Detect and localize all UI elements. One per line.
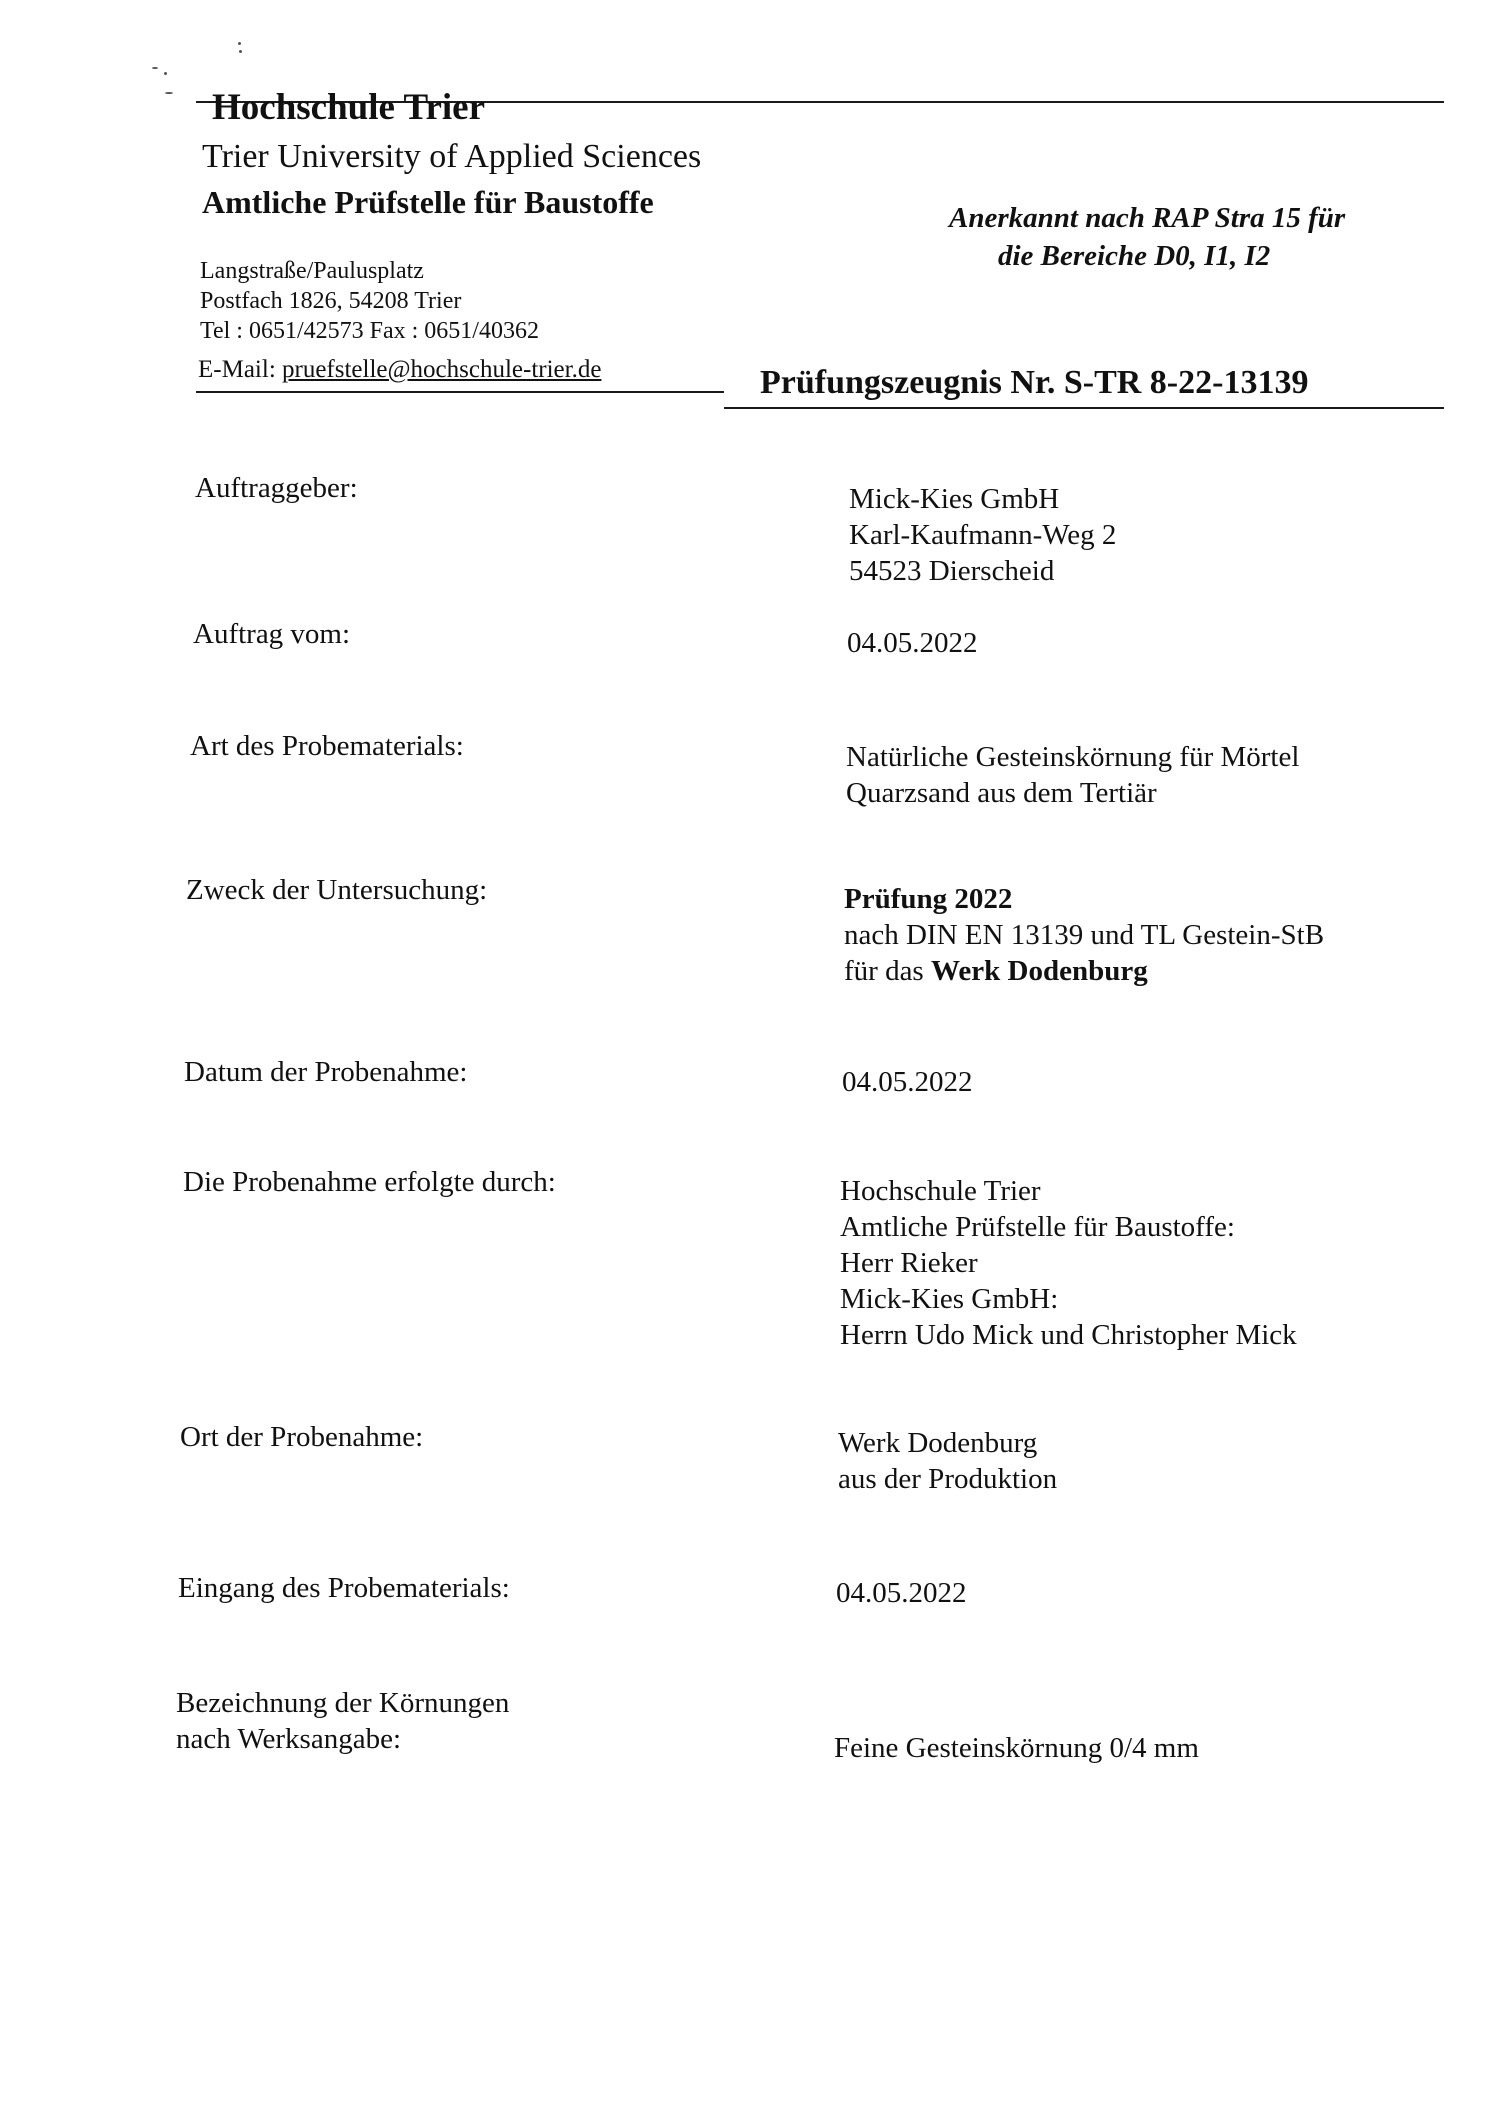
scan-speck — [239, 50, 242, 53]
sampling-date-label: Datum der Probenahme: — [184, 1056, 468, 1088]
designation-value: Feine Gesteinskörnung 0/4 mm — [834, 1732, 1199, 1764]
client-value — [849, 481, 1116, 589]
scan-speck — [165, 92, 173, 94]
purpose-label: Zweck der Untersuchung: — [186, 874, 488, 906]
institution-name: Hochschule Trier — [212, 87, 486, 128]
institution-english-name: Trier University of Applied Sciences — [202, 138, 702, 175]
sampled-by-line-5: Herrn Udo Mick und Christopher Mick — [840, 1319, 1297, 1351]
material-type-line-2: Quarzsand aus dem Tertiär — [846, 777, 1157, 809]
scan-speck — [164, 72, 167, 75]
phone-fax-line: Tel : 0651/42573 Fax : 0651/40362 — [200, 318, 539, 344]
sampled-by-line-1: Hochschule Trier — [840, 1175, 1041, 1207]
material-type-label: Art des Probematerials: — [190, 730, 464, 762]
sampling-place-label: Ort der Probenahme: — [180, 1421, 424, 1453]
scan-speck — [238, 42, 241, 45]
recognition-line-1: Anerkannt nach RAP Stra 15 für — [949, 202, 1346, 234]
purpose-plant-prefix: für das — [844, 955, 924, 987]
scan-speck — [152, 67, 158, 69]
order-date-label: Auftrag vom: — [193, 618, 351, 650]
sampling-date-value: 04.05.2022 — [842, 1066, 973, 1098]
sampled-by-value — [840, 1173, 1297, 1353]
designation-label-line-1: Bezeichnung der Körnungen — [176, 1687, 510, 1719]
header-bottom-rule-right — [724, 407, 1444, 409]
department-name: Amtliche Prüfstelle für Baustoffe — [202, 184, 654, 220]
sampling-place-line-2: aus der Produktion — [838, 1463, 1058, 1495]
client-city: 54523 Dierscheid — [849, 555, 1055, 587]
sampled-by-line-2: Amtliche Prüfstelle für Baustoffe: — [840, 1211, 1235, 1243]
order-date-value: 04.05.2022 — [847, 627, 978, 659]
certificate-number: Prüfungszeugnis Nr. S-TR 8-22-13139 — [760, 364, 1309, 401]
receipt-value: 04.05.2022 — [836, 1577, 967, 1609]
material-type-line-1: Natürliche Gesteinskörnung für Mörtel — [846, 741, 1300, 773]
address-line-2: Postfach 1826, 54208 Trier — [200, 288, 462, 314]
sampled-by-line-3: Herr Rieker — [840, 1247, 978, 1279]
purpose-value — [844, 881, 1324, 989]
purpose-plant-line — [844, 953, 1324, 989]
purpose-test-year: Prüfung 2022 — [844, 883, 1013, 915]
purpose-plant-name: Werk Dodenburg — [930, 955, 1148, 987]
client-name: Mick-Kies GmbH — [849, 483, 1060, 515]
designation-label-line-2: nach Werksangabe: — [176, 1723, 402, 1755]
sampling-place-value — [838, 1425, 1057, 1497]
sampled-by-line-4: Mick-Kies GmbH: — [840, 1283, 1059, 1315]
header-bottom-rule-left — [196, 391, 724, 393]
email-line — [198, 356, 601, 384]
designation-label — [176, 1685, 509, 1757]
client-label: Auftraggeber: — [195, 472, 358, 504]
email-link[interactable]: pruefstelle@hochschule-trier.de — [282, 356, 602, 383]
client-street: Karl-Kaufmann-Weg 2 — [849, 519, 1117, 551]
email-label: E-Mail: — [198, 356, 276, 383]
material-type-value — [846, 739, 1299, 811]
receipt-label: Eingang des Probematerials: — [178, 1572, 510, 1604]
sampled-by-label: Die Probenahme erfolgte durch: — [183, 1166, 556, 1198]
address-line-1: Langstraße/Paulusplatz — [200, 258, 424, 284]
sampling-place-line-1: Werk Dodenburg — [838, 1427, 1038, 1459]
recognition-line-2: die Bereiche D0, I1, I2 — [998, 240, 1271, 272]
purpose-standards: nach DIN EN 13139 und TL Gestein-StB — [844, 919, 1325, 951]
